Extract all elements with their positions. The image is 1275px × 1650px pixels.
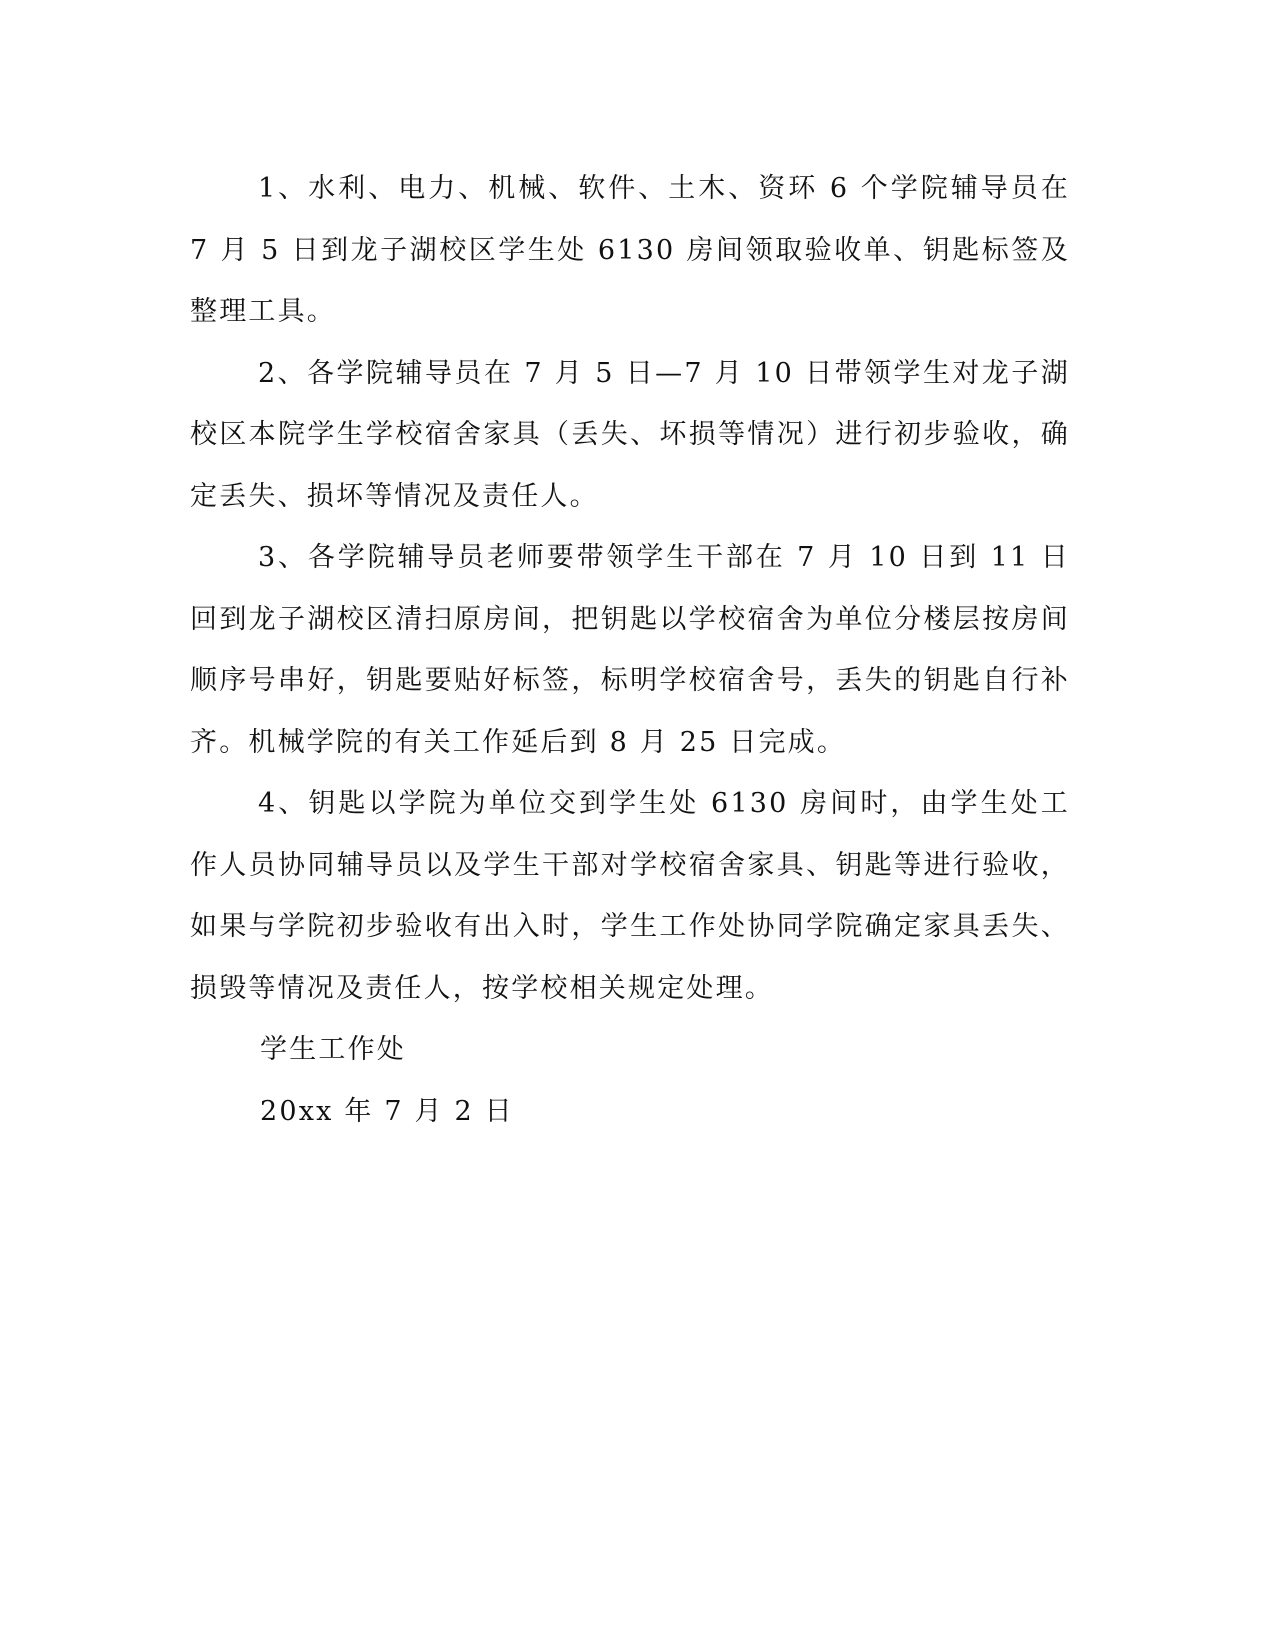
paragraph-4: 4、钥匙以学院为单位交到学生处 6130 房间时，由学生处工作人员协同辅导员以及学生干部对学校宿舍家具、钥匙等进行验收，如果与学院初步验收有出入时，学生工作处协同学院确定家具丢失、损毁等情况及责任人，按学校相关规定处理。: [190, 788, 1070, 1004]
signature-date: 20xx 年 7 月 2 日: [260, 1095, 514, 1127]
paragraph-1: 1、水利、电力、机械、软件、土木、资环 6 个学院辅导员在 7 月 5 日到龙子湖校区学生处 6130 房间领取验收单、钥匙标签及整理工具。: [190, 173, 1070, 327]
signature-department: 学生工作处: [260, 1034, 406, 1065]
document-body: [190, 158, 1070, 1142]
paragraph-2: 2、各学院辅导员在 7 月 5 日—7 月 10 日带领学生对龙子湖校区本院学生学校宿舍家具（丢失、坏损等情况）进行初步验收，确定丢失、损坏等情况及责任人。: [190, 357, 1070, 512]
paragraph-3: 3、各学院辅导员老师要带领学生干部在 7 月 10 日到 11 日回到龙子湖校区清扫原房间，把钥匙以学校宿舍为单位分楼层按房间顺序号串好，钥匙要贴好标签，标明学校宿舍号，丢失的钥匙自行补齐。机械学院的有关工作延后到 8 月 25 日完成。: [190, 542, 1070, 758]
